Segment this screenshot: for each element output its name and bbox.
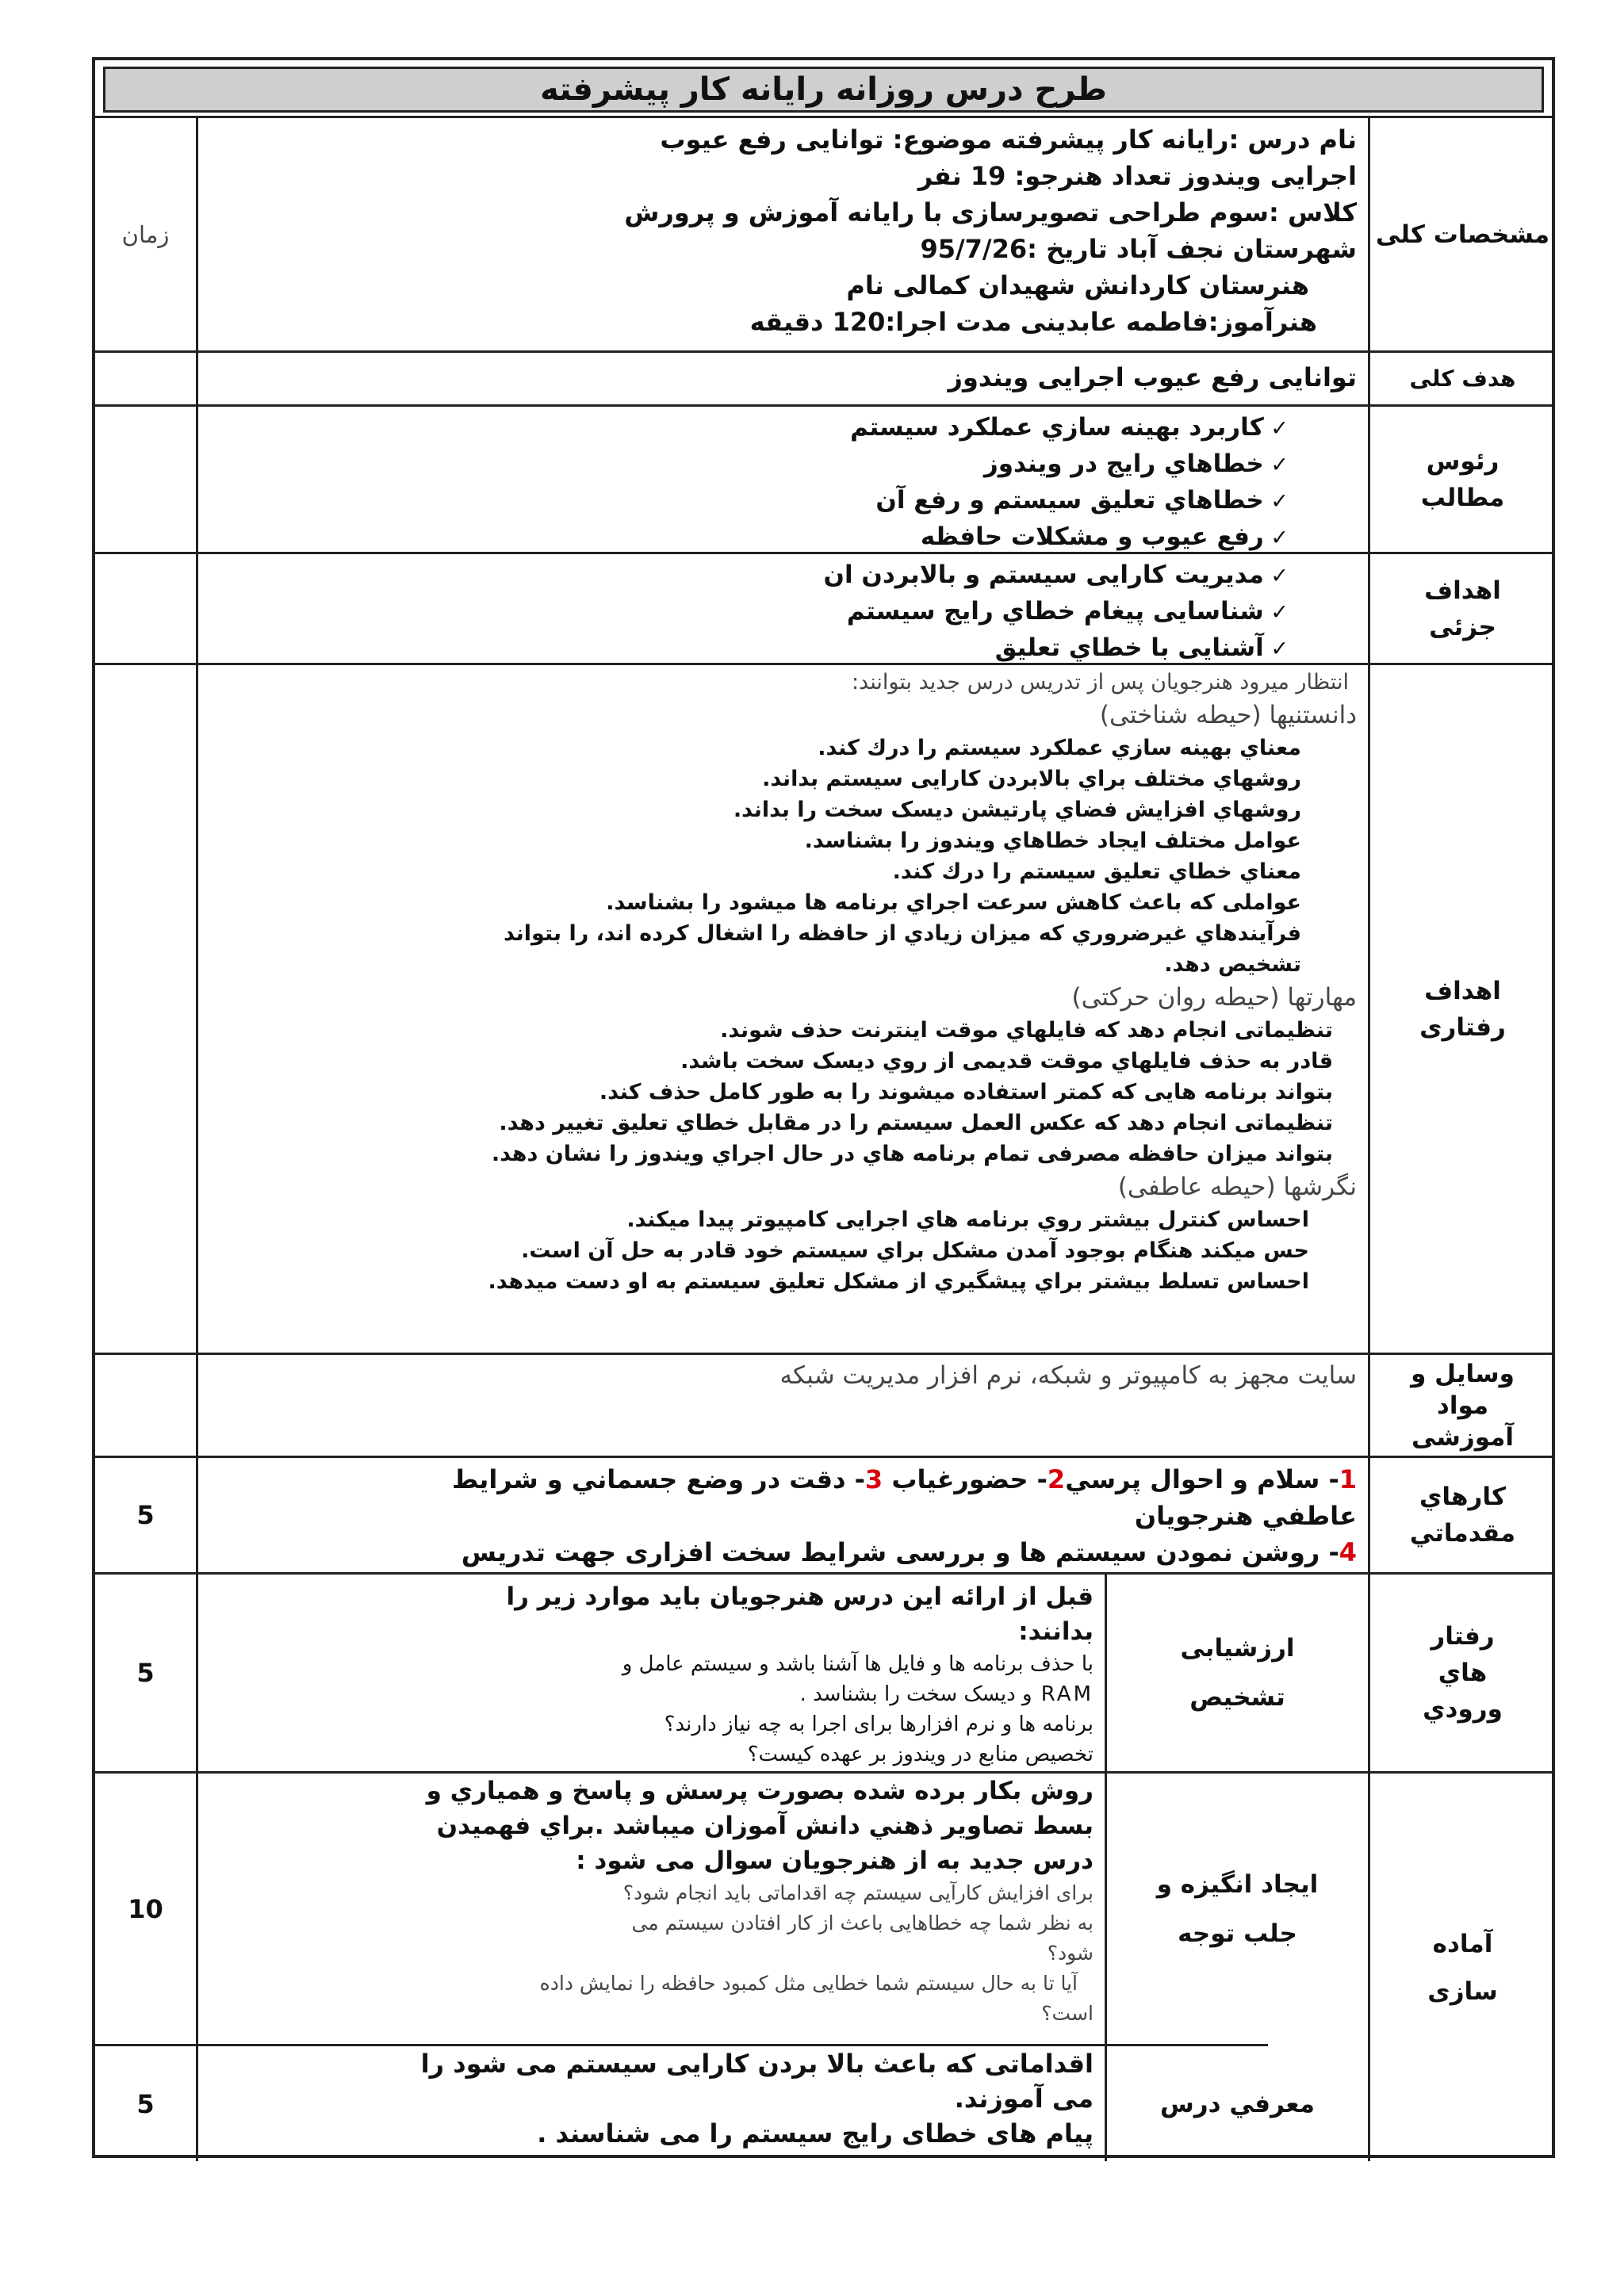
entry-behavior-label: رفتار هاي ورودي xyxy=(1423,1622,1503,1724)
step-number: 4 xyxy=(1339,1537,1357,1567)
spec-line: کلاس :سوم طراحی تصویرسازی با رایانه آموزش و پرورش xyxy=(624,197,1357,228)
motivation-line: آیا تا به حال سیستم شما خطایی مثل کمبود حافظه را نمایش داده xyxy=(539,1972,1078,1995)
spec-line: شهرستان نجف آباد تاریخ :95/7/26 xyxy=(920,234,1357,264)
psychomotor-item: تنظیماتی انجام دهد که عکس العمل سیستم را در مقابل خطاي تعلیق تغییر دهد. xyxy=(499,1111,1333,1135)
behavioral-goals-text xyxy=(198,665,1368,1353)
entry-behavior-text xyxy=(198,1575,1105,1771)
psychomotor-item: بتواند میزان حافظه مصرفی تمام برنامه هاي در حال اجراي ویندوز را نشان دهد. xyxy=(491,1142,1333,1166)
motivation-line: به نظر شما چه خطاهایی باعث از کار افتادن سیستم می xyxy=(631,1911,1094,1934)
topic-item: ✓ رفع عیوب و مشکلات حافظه xyxy=(209,519,1304,556)
general-goal-label: هدف کلی xyxy=(1409,365,1516,392)
cognitive-item: روشهاي افزایش فضاي پارتیشن دیسک سخت را بداند. xyxy=(733,798,1301,822)
affective-item: احساس تسلط بیشتر براي پیشگیري از مشکل تعلیق سیستم به او دست میدهد. xyxy=(488,1269,1309,1294)
affective-item: احساس کنترل بیشتر روي برنامه هاي اجرایی کامپیوتر پیدا میکند. xyxy=(626,1207,1309,1232)
affective-item: حس میکند هنگام بوجود آمدن مشکل براي سیستم خود قادر به حل آن است. xyxy=(521,1238,1309,1263)
preliminary-line xyxy=(209,1461,1357,1498)
lesson-plan-table xyxy=(92,57,1555,2158)
motivation-label: ایجاد انگیزه و جلب توجه xyxy=(1156,1869,1319,1948)
partial-goal-item: ✓ آشنایی با خطاي تعلیق xyxy=(209,630,1304,667)
entry-line: برنامه ها و نرم افزارها برای اجرا به چه نیاز دارند؟ xyxy=(664,1712,1094,1736)
intro-line: می آموزند. xyxy=(954,2084,1094,2114)
general-specs-label: مشخصات کلی xyxy=(1375,220,1550,249)
topics-list xyxy=(198,407,1368,552)
partial-goal-item: ✓ شناسایی پیغام خطاي رایج سیستم xyxy=(209,594,1304,630)
entry-behavior-time: 5 xyxy=(136,1658,155,1688)
general-specs-text xyxy=(198,118,1368,350)
psychomotor-item: بتواند برنامه هایی که کمتر استفاده میشوند را به طور کامل حذف کند. xyxy=(599,1080,1333,1104)
motivation-time: 10 xyxy=(128,1893,163,1924)
page-title: طرح درس روزانه رایانه کار پیشرفته xyxy=(103,67,1544,113)
partial-goals-label: اهداف جزئی xyxy=(1424,576,1501,641)
entry-line: RAM و دیسک سخت را بشناسد . xyxy=(799,1682,1094,1706)
time-header: زمان xyxy=(121,220,170,248)
entry-line: تخصیص منابع در ویندوز بر عهده کیست؟ xyxy=(747,1743,1094,1766)
topic-item: ✓ خطاهاي رایج در ویندوز xyxy=(209,446,1304,483)
step-number: 2 xyxy=(1047,1464,1066,1494)
entry-line: قبل از ارائه این درس هنرجویان باید موارد زیر را xyxy=(506,1582,1094,1611)
step-number: 1 xyxy=(1339,1464,1357,1494)
preparation-label: آماده سازی xyxy=(1427,1929,1498,2006)
preliminary-text xyxy=(198,1458,1368,1572)
cognitive-item: تشخیص دهد. xyxy=(1164,952,1301,977)
spec-line: اجرایی ویندوز تعداد هنرجو: 19 نفر xyxy=(917,161,1357,191)
step-text: - حضورغیاب xyxy=(883,1464,1048,1494)
lesson-intro-label: معرفي درس xyxy=(1160,2089,1315,2118)
step-text: - دقت در وضع جسماني و شرایط xyxy=(452,1464,865,1494)
topic-item: ✓ خطاهاي تعلیق سیستم و رفع آن xyxy=(209,483,1304,519)
entry-line: با حذف برنامه ها و فایل ها آشنا باشد و سیستم عامل و xyxy=(622,1652,1094,1676)
cognitive-item: معناي بهینه سازي عملکرد سیستم را درك کند. xyxy=(818,736,1301,760)
psychomotor-item: تنظیماتی انجام دهد که فایلهاي موقت اینترنت حذف شوند. xyxy=(720,1018,1333,1043)
step-text: - سلام و احوال پرسي xyxy=(1065,1464,1339,1494)
materials-text: سایت مجهز به کامپیوتر و شبکه، نرم افزار مدیریت شبکه xyxy=(779,1361,1357,1390)
topic-item: ✓ کاربرد بهینه سازي عملکرد سیستم xyxy=(209,410,1304,446)
behavioral-goals-label: اهداف رفتاری xyxy=(1419,976,1506,1042)
motivation-line: درس جدید به از هنرجویان سوال می شود : xyxy=(576,1846,1094,1875)
intro-line: اقداماتی که باعث بالا بردن کارایی سیستم می شود را xyxy=(420,2049,1094,2079)
step-text: - روشن نمودن سیستم ها و بررسی شرایط سخت افزاری جهت تدریس xyxy=(461,1537,1339,1567)
lesson-intro-time: 5 xyxy=(136,2088,155,2119)
spec-line: هنرستان کاردانش شهیدان کمالی نام xyxy=(846,270,1309,300)
preliminary-label: کارهاي مقدماتي xyxy=(1409,1483,1516,1548)
cognitive-item: معناي خطاي تعلیق سیستم را درك کند. xyxy=(892,859,1301,884)
cognitive-item: فرآیندهاي غیرضروري که میزان زیادي از حافظه را اشغال کرده اند، را بتواند xyxy=(503,921,1301,946)
general-goal-text: توانایی رفع عیوب اجرایی ویندوز xyxy=(948,362,1357,392)
psychomotor-item: قادر به حذف فایلهاي موقت قدیمی از روي دیسک سخت باشد. xyxy=(680,1049,1333,1073)
behavioral-intro: انتظار میرود هنرجویان پس از تدریس درس جدید بتوانند: xyxy=(851,670,1349,695)
motivation-text xyxy=(198,1774,1105,2044)
partial-goals-list xyxy=(198,554,1368,663)
motivation-line: شود؟ xyxy=(1047,1942,1094,1965)
motivation-line: برای افزایش کارآیی سیستم چه اقداماتی باید انجام شود؟ xyxy=(622,1881,1094,1904)
motivation-line: است؟ xyxy=(1041,2002,1094,2025)
cognitive-item: روشهاي مختلف براي بالابردن کارایی سیستم بداند. xyxy=(762,767,1301,791)
intro-line: پیام های خطای رایج سیستم را می شناسند . xyxy=(537,2118,1094,2149)
step-number: 3 xyxy=(864,1464,883,1494)
partial-goal-item: ✓ مدیریت کارایی سیستم و بالابردن ان xyxy=(209,557,1304,594)
topics-label: رئوس مطالب xyxy=(1420,446,1505,512)
entry-line: بدانند: xyxy=(1018,1617,1094,1646)
spec-line: نام درس :رایانه کار پیشرفته موضوع: توانایی رفع عیوب xyxy=(660,124,1357,155)
cognitive-item: عواملی که باعث کاهش سرعت اجراي برنامه ها میشود را بشناسد. xyxy=(606,890,1301,915)
diagnostic-assessment-label: ارزشیابی تشخیص xyxy=(1180,1634,1295,1712)
lesson-intro-text xyxy=(198,2046,1105,2161)
cognitive-item: عوامل مختلف ایجاد خطاهاي ویندوز را بشناسد. xyxy=(804,828,1301,853)
preliminary-time: 5 xyxy=(136,1500,155,1530)
psychomotor-heading: مهارتها (حیطه روان حرکتی) xyxy=(1071,983,1357,1012)
materials-label: وسایل و مواد آموزشی xyxy=(1411,1359,1515,1452)
motivation-line: بسط تصاویر ذهني دانش آموزان میباشد .براي فهمیدن xyxy=(436,1812,1094,1840)
cognitive-heading: دانستنیها (حیطه شناختی) xyxy=(1099,701,1357,729)
motivation-line: روش بکار برده شده بصورت پرسش و پاسخ و همیاري و xyxy=(426,1777,1094,1805)
preliminary-line xyxy=(209,1534,1357,1571)
spec-line: هنرآموز:فاطمه عابدینی مدت اجرا:120 دقیقه xyxy=(749,307,1317,337)
preliminary-line: عاطفي هنرجویان xyxy=(1134,1501,1357,1531)
affective-heading: نگرشها (حیطه عاطفی) xyxy=(1117,1173,1357,1201)
